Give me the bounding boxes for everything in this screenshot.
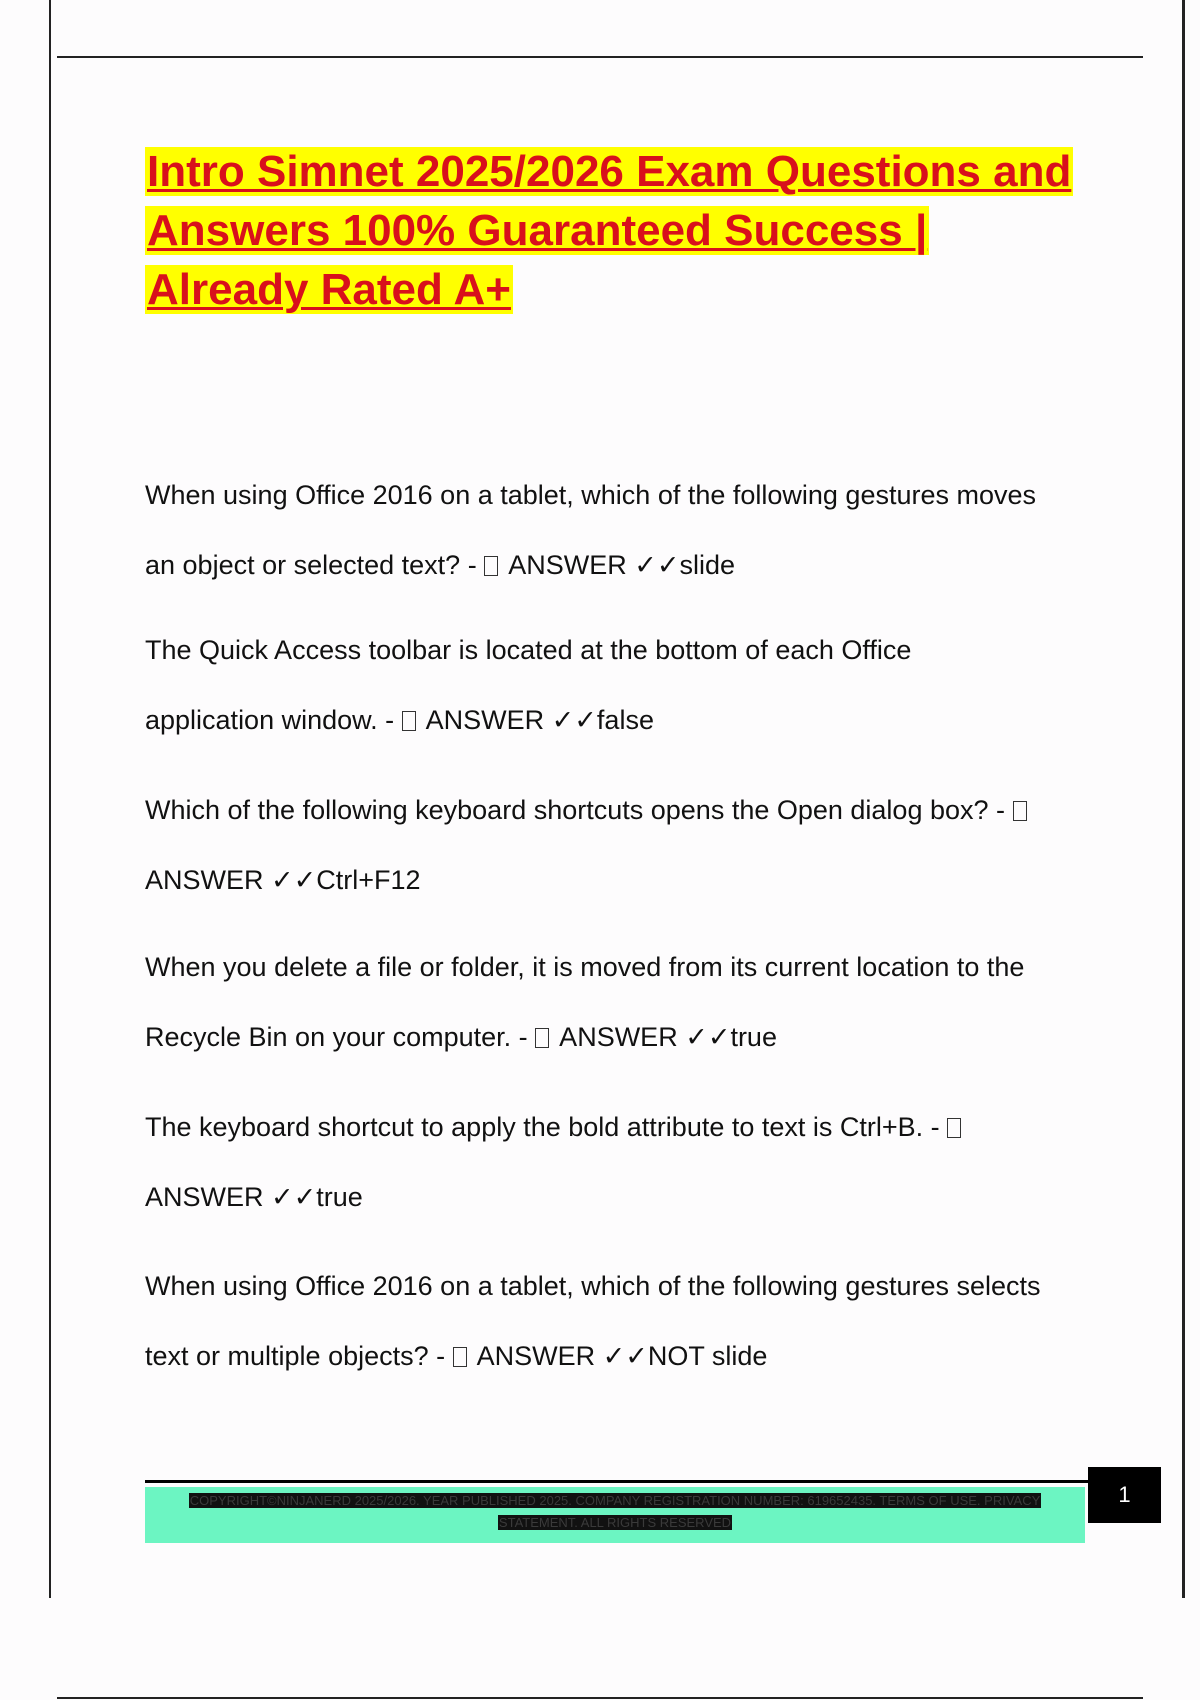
- qa-item-5: [145, 1092, 1105, 1232]
- qa-item-4: [145, 932, 1105, 1072]
- question-line: [145, 1092, 1105, 1162]
- missing-glyph-box-icon: [947, 1118, 961, 1138]
- question-answer-line: [145, 1321, 1105, 1391]
- header-rule: [57, 56, 1143, 58]
- question-text-end: an object or selected text? -: [145, 550, 485, 580]
- missing-glyph-box-icon: [484, 556, 498, 576]
- copyright-footer: [145, 1487, 1085, 1543]
- copyright-line-1: COPYRIGHT©NINJANERD 2025/2026. YEAR PUBLISHED 2025. COMPANY REGISTRATION NUMBER: 619652435. TERMS OF USE. PRIVACY: [189, 1493, 1041, 1508]
- qa-item-3: [145, 775, 1105, 915]
- question-line: [145, 775, 1105, 845]
- page-number: 1: [1088, 1467, 1161, 1523]
- document-title: [145, 142, 1085, 319]
- document-title-text: Intro Simnet 2025/2026 Exam Questions and Answers 100% Guaranteed Success | Already Rated A+: [147, 147, 1072, 314]
- copyright-line-2: STATEMENT. ALL RIGHTS RESERVED: [498, 1515, 732, 1530]
- answer-text: ANSWER ✓✓true: [553, 1022, 777, 1052]
- answer-text: ANSWER ✓✓false: [419, 705, 654, 735]
- question-text: The keyboard shortcut to apply the bold attribute to text is Ctrl+B. -: [145, 1112, 948, 1142]
- question-text-end: Recycle Bin on your computer. -: [145, 1022, 536, 1052]
- page-left-border: [49, 0, 51, 1598]
- question-text-end: application window. -: [145, 705, 402, 735]
- qa-item-2: [145, 615, 1105, 755]
- question-answer-line: [145, 530, 1105, 600]
- missing-glyph-box-icon: [402, 711, 416, 731]
- question-text: Which of the following keyboard shortcuts opens the Open dialog box? -: [145, 795, 1013, 825]
- question-text: When you delete a file or folder, it is moved from its current location to the: [145, 952, 1025, 982]
- page-bottom-rule: [57, 1697, 1143, 1699]
- qa-item-1: [145, 460, 1105, 600]
- question-text-end: text or multiple objects? -: [145, 1341, 453, 1371]
- footer-rule: [145, 1480, 1090, 1483]
- question-text: When using Office 2016 on a tablet, which of the following gestures selects: [145, 1271, 1041, 1301]
- qa-item-6: [145, 1251, 1105, 1391]
- answer-text: ANSWER ✓✓NOT slide: [470, 1341, 768, 1371]
- answer-text: ANSWER ✓✓Ctrl+F12: [145, 865, 421, 895]
- missing-glyph-box-icon: [453, 1347, 467, 1367]
- answer-text: ANSWER ✓✓true: [145, 1182, 363, 1212]
- answer-text: ANSWER ✓✓slide: [502, 550, 735, 580]
- question-text: When using Office 2016 on a tablet, which of the following gestures moves: [145, 480, 1037, 510]
- question-text: The Quick Access toolbar is located at the bottom of each Office: [145, 635, 912, 665]
- missing-glyph-box-icon: [1013, 801, 1027, 821]
- missing-glyph-box-icon: [535, 1028, 549, 1048]
- question-answer-line: [145, 1002, 1105, 1072]
- page-right-border: [1182, 0, 1185, 1598]
- question-answer-line: [145, 685, 1105, 755]
